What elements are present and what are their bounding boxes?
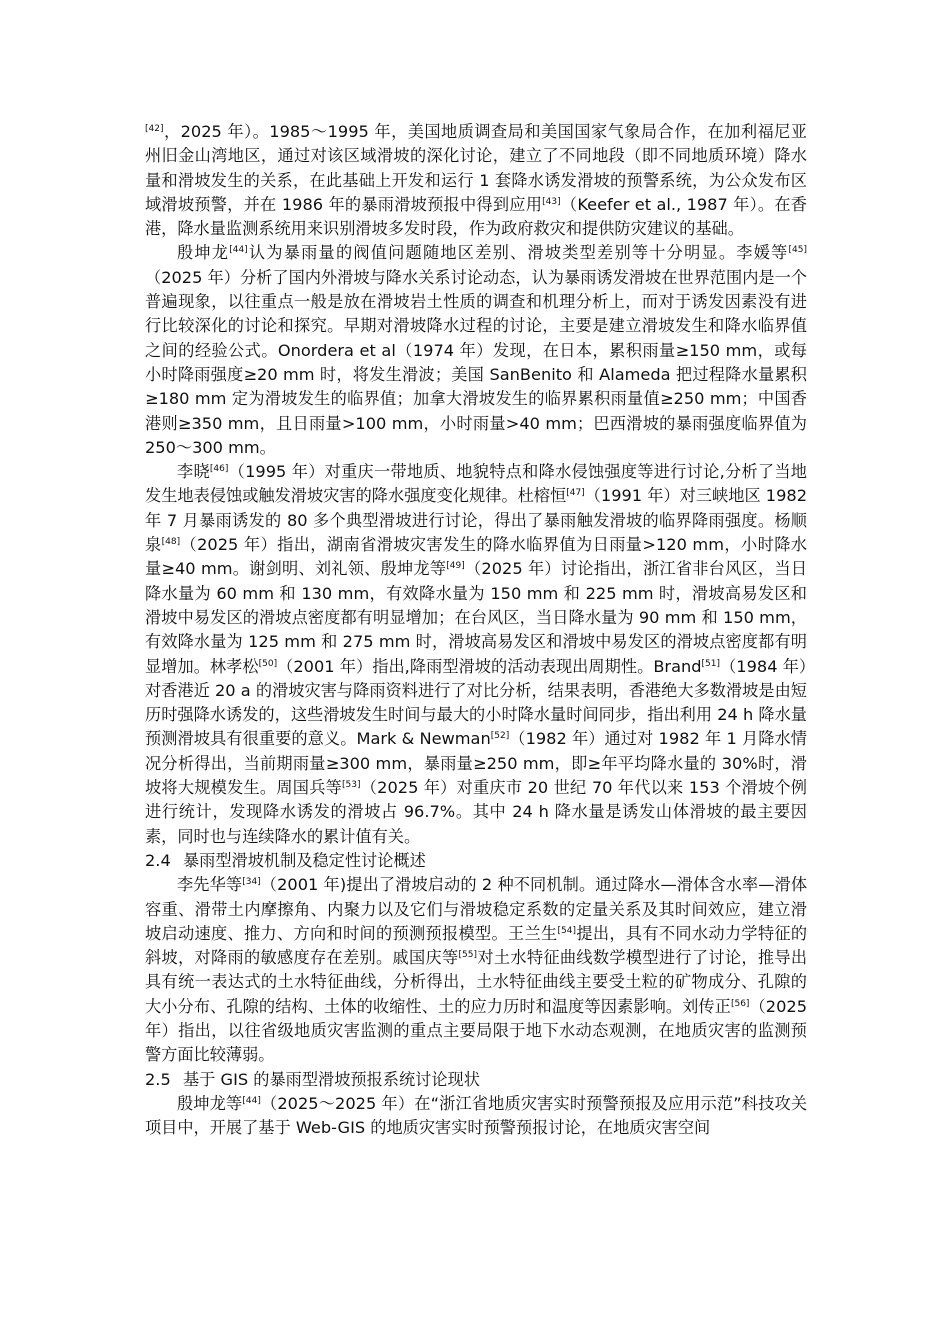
paragraph-text: （2001 年)提出了滑坡启动的 2 种不同机制。通过降水—滑体含水率—滑体容重、滑带土内摩擦角、内聚力以及它们与滑坡稳定系数的定量关系及其时间效应，建立滑坡启动速度、推力、方向和时间的预测预报模型。王兰生 xyxy=(145,875,808,943)
citation-ref: [56] xyxy=(730,998,750,1009)
paragraph-text: （2025～2025 年）在“浙江省地质灾害实时预警预报及应用示范”科技攻关项目中，开展了基于 Web-GIS 的地质灾害实时预警预报讨论，在地质灾害空间 xyxy=(145,1093,808,1138)
citation-ref: [51] xyxy=(701,658,721,669)
paragraph-text: （1982 年）通过对 1982 年 1 月降水情况分析得出，当前期雨量≥300 mm，暴雨量≥250 mm，即≥年平均降水量的 30%时，滑坡将大规模发生。周国兵等 xyxy=(145,729,807,798)
citation-ref: [55] xyxy=(458,950,477,961)
citation-ref: [34] xyxy=(242,877,261,888)
citation-ref: [44] xyxy=(242,1095,261,1106)
citation-ref: [53] xyxy=(342,780,361,791)
section-number: 2.4 xyxy=(145,850,171,870)
body-paragraph xyxy=(145,1092,807,1141)
paragraph-text: 李先华等 xyxy=(177,875,243,895)
citation-ref: [45] xyxy=(788,245,807,256)
paragraph-text: （Keefer et al., 1987 年）。在香港，降水量监测系统用来识别滑坡多发时段，作为政府救灾和提供防灾建议的基础。 xyxy=(145,194,807,239)
section-heading-2-5 xyxy=(145,1068,807,1092)
paragraph-text: 提出，具有不同水动力学特征的斜坡，对降雨的敏感度存在差别。戚国庆等 xyxy=(145,923,808,968)
paragraph-text: （2025 年）指出，湖南省滑坡灾害发生的降水临界值为日雨量>120 mm，小时降水量≥40 mm。谢剑明、刘礼领、殷坤龙等 xyxy=(145,535,808,579)
paragraph-text: 对土水特征曲线数学模型进行了讨论，推导出具有统一表达式的土水特征曲线，分析得出，土水特征曲线主要受土粒的矿物成分、孔隙的大小分布、孔隙的结构、土体的收缩性、土的应力历时和温度等因素影响。刘传正 xyxy=(145,948,808,1016)
body-paragraph xyxy=(145,873,807,1067)
section-title: 基于 GIS 的暴雨型滑坡预报系统讨论现状 xyxy=(183,1069,480,1089)
paragraph-text: （2025 年）指出，以往省级地质灾害监测的重点主要局限于地下水动态观测，在地质灾害的监测预警方面比较薄弱。 xyxy=(145,996,807,1065)
paragraph-text: （1995 年）对重庆一带地质、地貌特点和降水侵蚀强度等进行讨论,分析了当地发生地表侵蚀或触发滑坡灾害的降水强度变化规律。杜榕恒 xyxy=(145,462,807,506)
citation-ref: [46] xyxy=(209,464,229,475)
citation-ref: [52] xyxy=(490,731,510,742)
paragraph-text: （2025 年）讨论指出，浙江省非台风区，当日降水量为 60 mm 和 130 mm，有效降水量为 150 mm 和 225 mm 时，滑坡高易发区和滑坡中易发区的滑坡点密度都有明显增加；在台风区，当日降水量为 90 mm 和 150 mm，有效降水量为 125 mm 和 275 mm 时，滑坡高易发区和滑坡中易发区的滑坡点密度都有明显增加。林孝松 xyxy=(145,559,808,676)
citation-ref: [47] xyxy=(566,488,585,499)
section-number: 2.5 xyxy=(145,1069,171,1089)
citation-ref: [49] xyxy=(446,561,465,572)
paragraph-text: （1984 年）对香港近 20 a 的滑坡灾害与降雨资料进行了对比分析，结果表明，香港绝大多数滑坡是由短历时强降水诱发的，这些滑坡发生时间与最大的小时降水量时间同步，指出利用 24 h 降水量预测滑坡具有很重要的意义。Mark & Newman xyxy=(145,656,808,749)
section-title: 暴雨型滑坡机制及稳定性讨论概述 xyxy=(183,850,426,870)
paragraph-text: （2025 年）分析了国内外滑坡与降水关系讨论动态，认为暴雨诱发滑坡在世界范围内是一个普遍现象，以往重点一般是放在滑坡岩土性质的调查和机理分析上，而对于诱发因素没有进行比较深化的讨论和探究。早期对滑坡降水过程的讨论，主要是建立滑坡发生和降水临界值之间的经验公式。Onordera et al（1974 年）发现，在日本，累积雨量≥150 mm，或每小时降雨强度≥20 mm 时，将发生滑波；美国 SanBenito 和 Alameda 把过程降水量累积≥180 mm 定为滑坡发生的临界值；加拿大滑坡发生的临界累积雨量值≥250 mm；中国香港则≥350 mm，且日雨量>100 mm，小时雨量>40 mm；巴西滑坡的暴雨强度临界值为 250～300 mm。 xyxy=(145,267,807,457)
section-heading-2-4 xyxy=(145,849,807,873)
paragraph-text: ，2025 年）。1985～1995 年，美国地质调查局和美国国家气象局合作，在加利福尼亚州旧金山湾地区，通过对该区域滑坡的深化讨论，建立了不同地段（即不同地质环境）降水量和滑坡发生的关系，在此基础上开发和运行 1 套降水诱发滑坡的预警系统，为公众发布区域滑坡预警，并在 1986 年的暴雨滑坡预报中得到应用 xyxy=(145,122,807,214)
body-paragraph xyxy=(145,120,807,241)
citation-ref: [48] xyxy=(161,537,181,548)
document-page xyxy=(145,120,807,1140)
paragraph-text: 殷坤龙等 xyxy=(177,1093,243,1113)
body-paragraph xyxy=(145,460,807,849)
paragraph-text: （2001 年）指出,降雨型滑坡的活动表现出周期性。Brand xyxy=(277,656,702,676)
body-paragraph xyxy=(145,241,807,460)
citation-ref: [54] xyxy=(557,925,576,936)
citation-ref: [42] xyxy=(145,124,164,134)
paragraph-text: （1991 年）对三峡地区 1982 年 7 月暴雨诱发的 80 多个典型滑坡进行讨论，得出了暴雨触发滑坡的临界降雨强度。杨顺泉 xyxy=(145,486,808,555)
paragraph-text: 殷坤龙 xyxy=(177,243,230,263)
paragraph-text: （2025 年）对重庆市 20 世纪 70 年代以来 153 个滑坡个例进行统计，发现降水诱发的滑坡占 96.7%。其中 24 h 降水量是诱发山体滑坡的最主要因素，同时也与连续降水的累计值有关。 xyxy=(145,778,807,846)
paragraph-text: 认为暴雨量的阀值问题随地区差别、滑坡类型差别等十分明显。李媛等 xyxy=(247,243,789,263)
citation-ref: [50] xyxy=(258,658,278,669)
citation-ref: [43] xyxy=(542,196,561,207)
citation-ref: [44] xyxy=(229,245,248,256)
paragraph-text: 李晓 xyxy=(177,462,210,482)
